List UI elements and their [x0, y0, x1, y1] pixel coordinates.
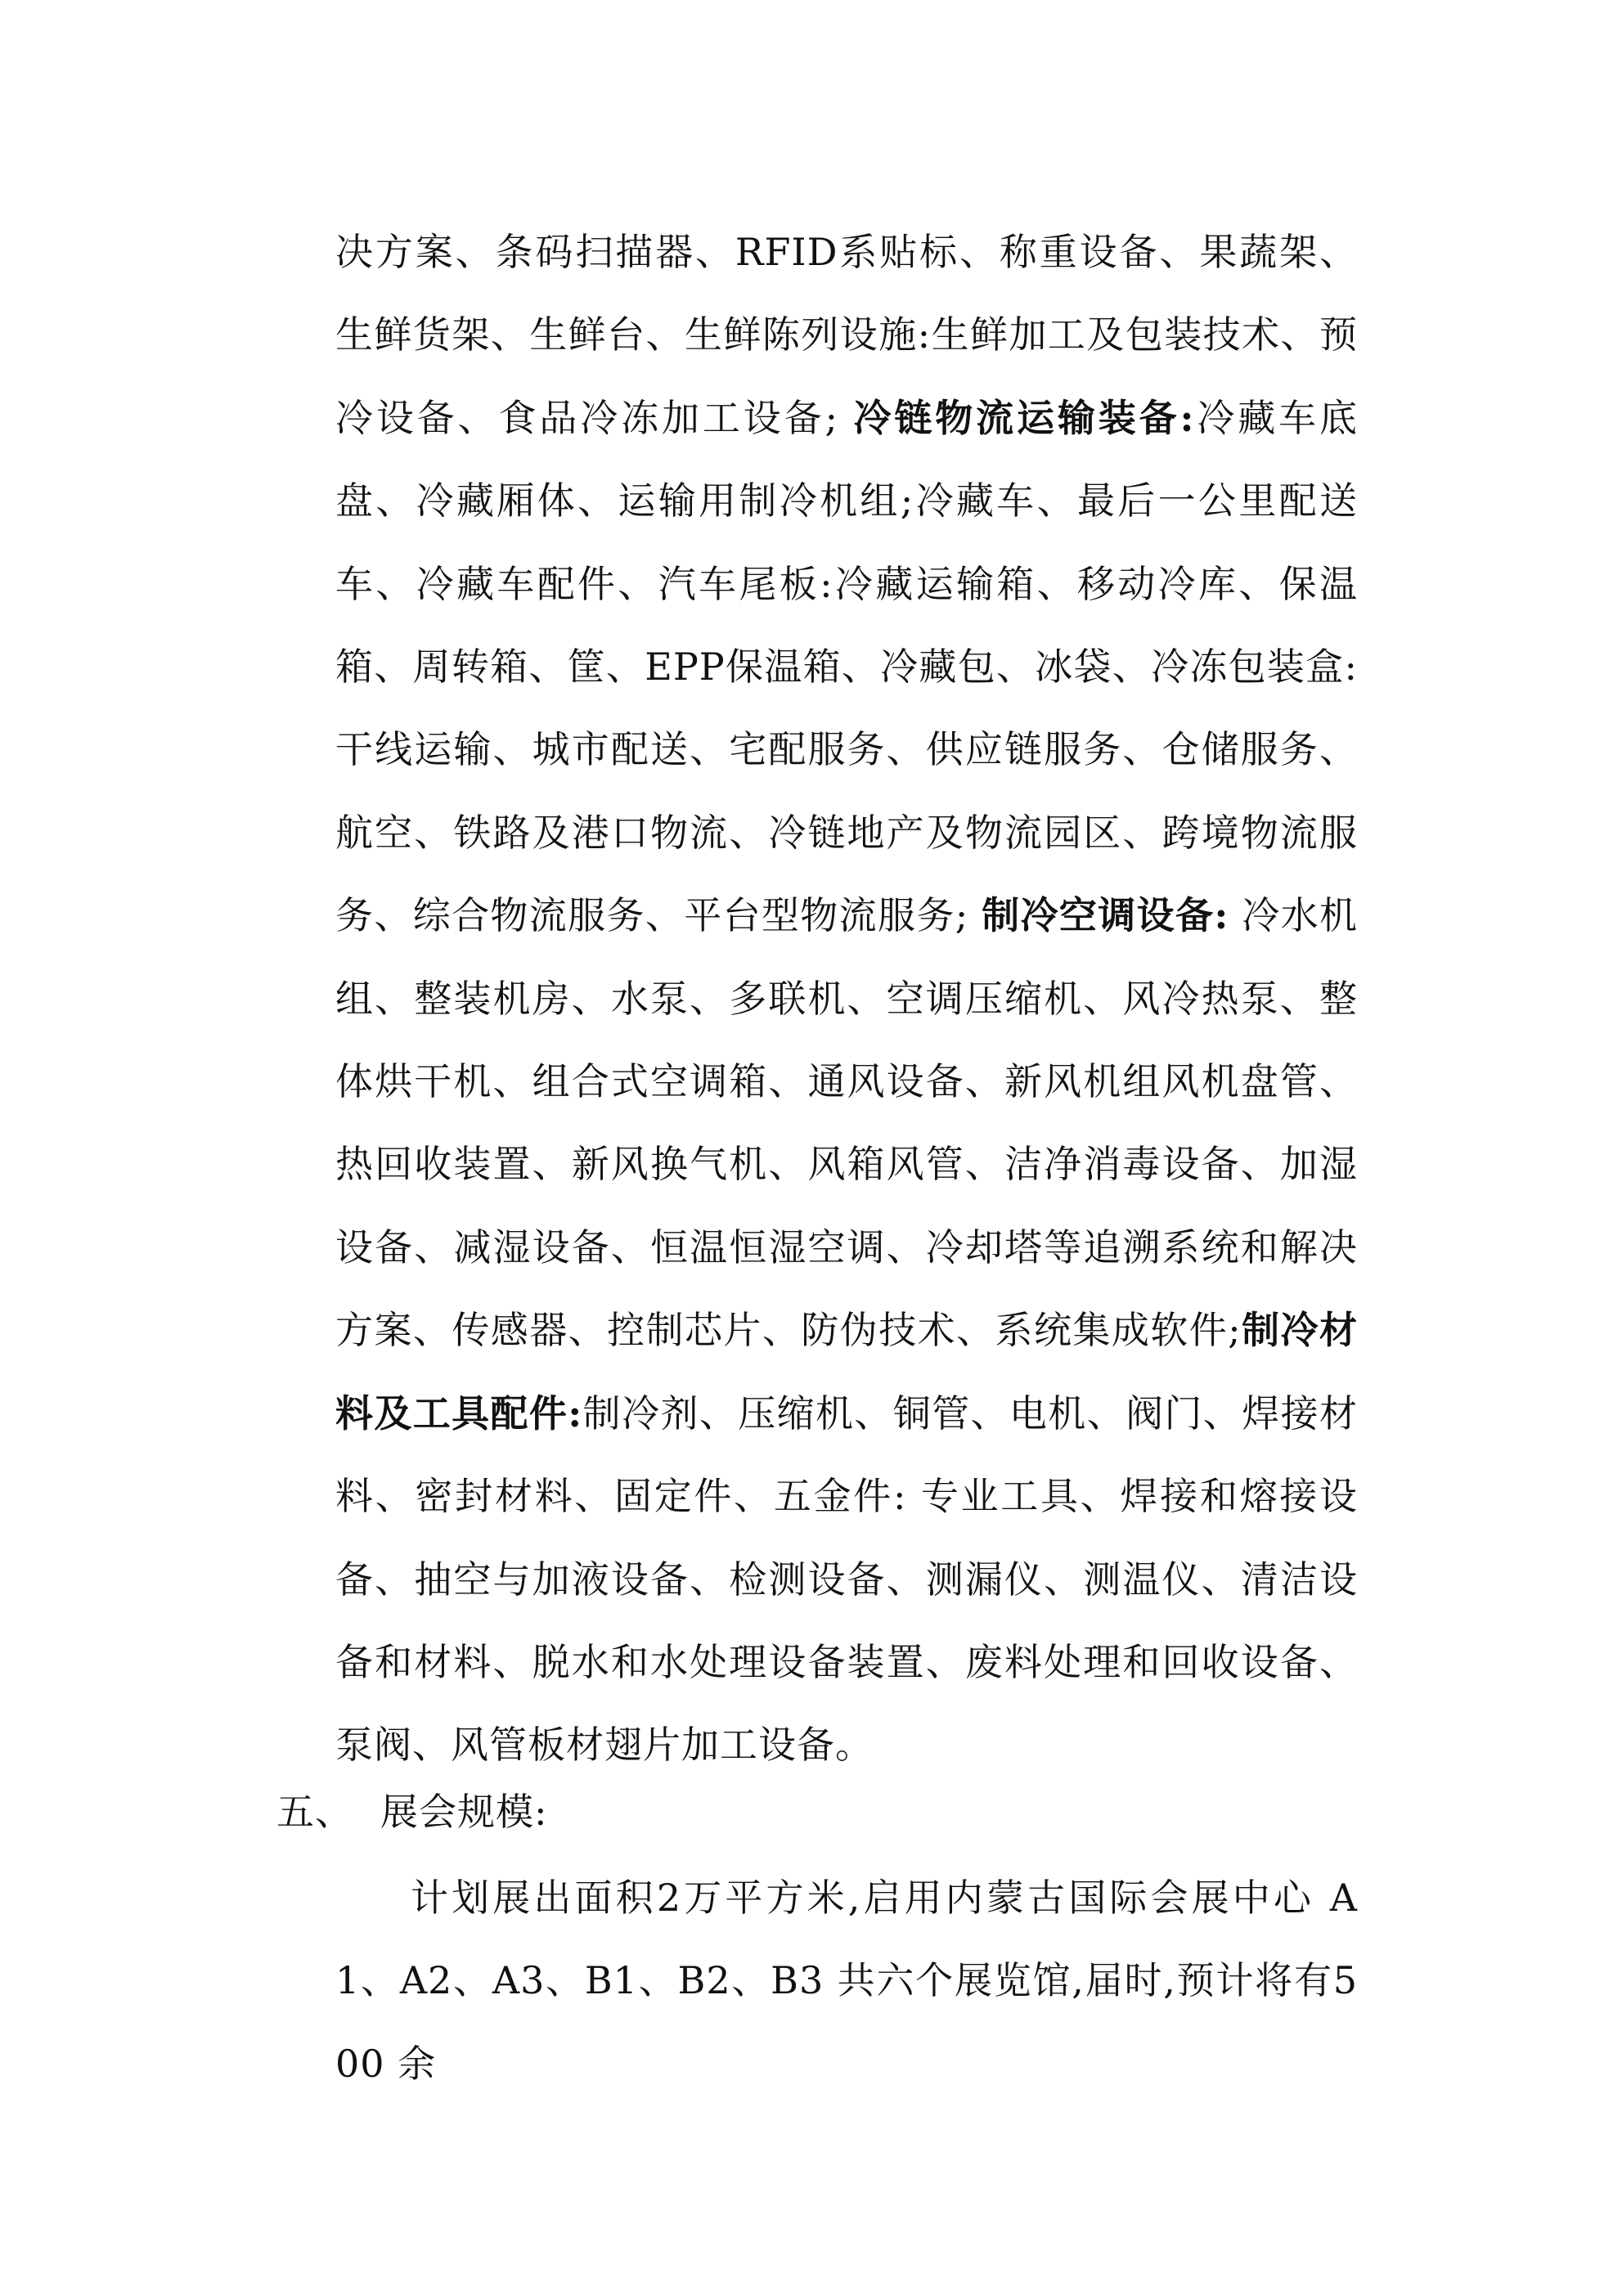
- exhibition-scale-paragraph: 计划展出面积2万平方米,启用内蒙古国际会展中心 A1、A2、A3、B1、B2、B3 共六个展览馆,届时,预计将有500 余: [335, 1876, 1358, 2086]
- section-number: 五、: [276, 1790, 353, 1834]
- text-segment: 决方案、条码扫描器、RFID系贴标、称重设备、果蔬架、生鲜货架、生鲜台、生鲜陈列设施:生鲜加工及包装技术、预冷设备、食品冷冻加工设备;: [335, 230, 1358, 440]
- text-segment: 制冷剂、压缩机、铜管、电机、阀门、焊接材料、密封材料、固定件、五金件: 专业工具、焊接和熔接设备、抽空与加液设备、检测设备、测漏仪、测温仪、清洁设备和材料、脱水和水处理设备装置、废料处理和回收设备、泵阀、风管板材翅片加工设备。: [335, 1391, 1359, 1768]
- category-heading-materials-tools: 制冷材料及工具配件:: [335, 1308, 1358, 1436]
- section-title: 展会规模:: [380, 1790, 548, 1834]
- text-segment: 冷藏车底盘、冷藏厢体、运输用制冷机组;冷藏车、最后一公里配送车、冷藏车配件、汽车尾板:冷藏运输箱、移动冷库、保温箱、周转箱、筐、EPP保温箱、冷藏包、冰袋、冷冻包装盒:干线运输、城市配送、宅配服务、供应链服务、仓储服务、航空、铁路及港口物流、冷链地产及物流园区、跨境物流服务、综合物流服务、平台型物流服务;: [335, 395, 1359, 938]
- exhibit-categories-paragraph: [335, 211, 1358, 1787]
- text-segment: 冷水机组、整装机房、水泵、多联机、空调压缩机、风冷热泵、整体烘干机、组合式空调箱、通风设备、新风机组风机盘管、热回收装置、新风换气机、风箱风管、洁净消毒设备、加湿设备、减湿设备、恒温恒湿空调、冷却塔等追溯系统和解决方案、传感器、控制芯片、防伪技术、系统集成软件;: [335, 893, 1359, 1353]
- section-heading-5: [276, 1771, 1356, 1853]
- category-heading-refrigeration-hvac: 制冷空调设备:: [982, 893, 1229, 938]
- category-heading-cold-chain-transport: 冷链物流运输装备:: [853, 395, 1195, 440]
